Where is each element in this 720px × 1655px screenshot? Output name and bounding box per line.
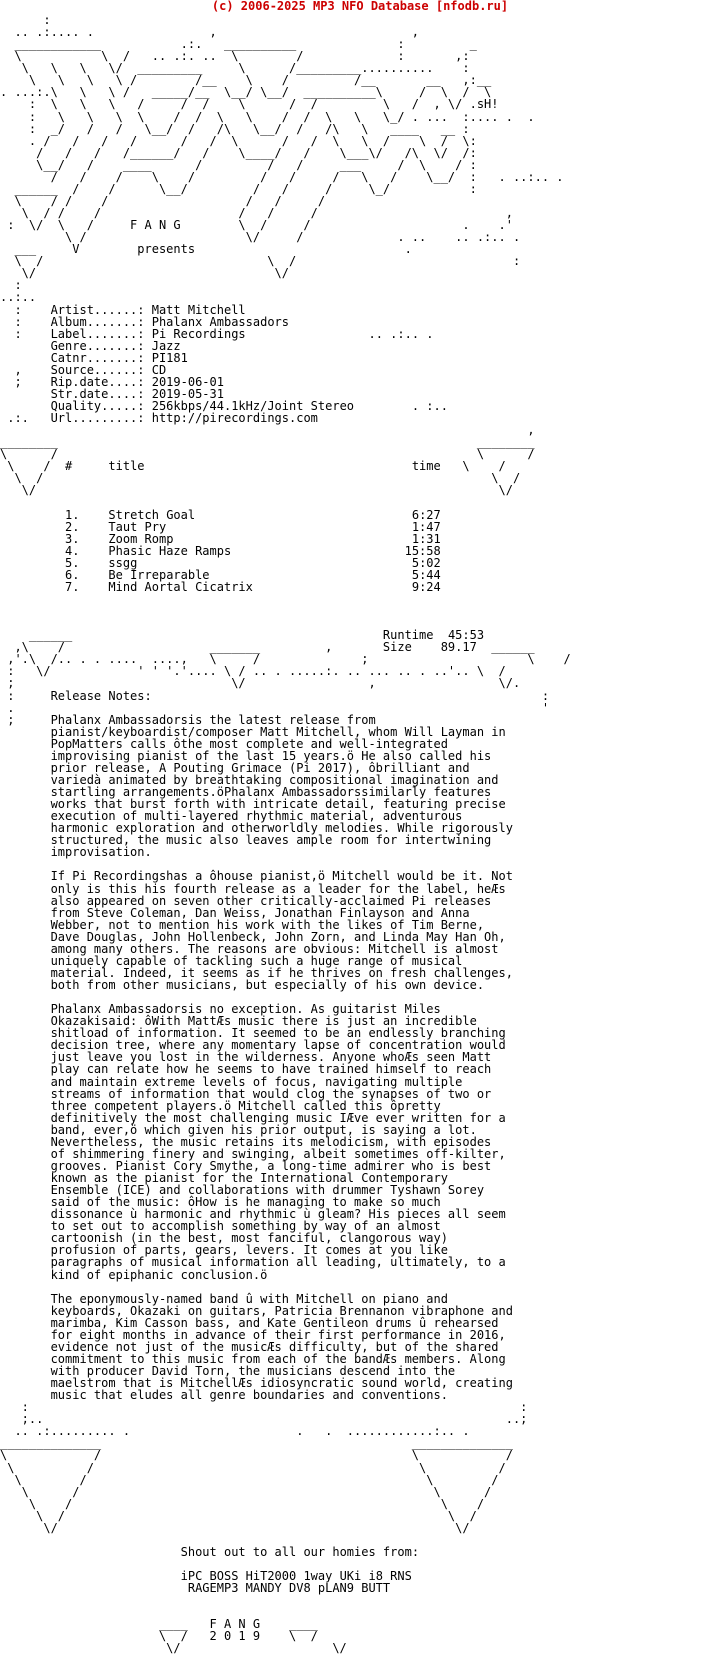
track-time: 1:47 xyxy=(411,519,441,534)
track-num: 2. xyxy=(65,519,80,534)
rip-date-value: 2019-06-01 xyxy=(151,374,224,389)
track-title: ssgg xyxy=(108,555,138,570)
fang-logo-art: : .. .:.... . , , ____________ .:. __________ : _ \ \ / .. .:. .. \ / : ,: \ \ \ \/ _________ \ /_________.......... : \ \ \ \ / /__ \ / /__ __ ,:__ . ...:.\ \ \ / _____/__ \__/ \__/ __________\ / \ / \ : \ \ \ / / / \ / / \ / , \/ .sH! : \ \ \ \ / / \ \ / / \ \ \_/ . ... :.... . . : _/ / / \__/ / /\ \__/ / /\ \ ____ __ : . / / / / / / \ / / \ \ / \ / \: / / / /______/ / \____/ / \___\/ /\ \/ /: \__/ / ____ / / / ___ / \ / : / / / \ / / / / \ / \__/ : . ..:.. . ______ / / \__/ / / / \_/ : \ / / / / / / \ / / / / / / , : \/ \ / F A N G \ / / . .' \ / \/ / . .. .. .:.. . ___ V presents . \ / \ / : \/ \/ xyxy=(0,13,564,281)
track-time: 1:31 xyxy=(411,531,441,546)
source-value: CD xyxy=(151,362,167,377)
url-value[interactable]: http://pirecordings.com xyxy=(151,411,318,426)
notes-paragraph-4: The eponymously-named band û with Mitchell on piano and keyboards, Okazaki on guitars, Patricia Brennanon vibraphone and marimba, Kim Casson bass, and Kate Gentileon drums û rehearsed for eight months in advance of their first performance in 2016, evidence not just of the musicÆs difficulty, but of the shared commitment to this music from each of the bandÆs members. Along with producer David Torn, the musicians descend into the maelstrom that is MitchellÆs idiosyncratic sound world, creating music that eludes all genre boundaries and conventions. xyxy=(50,1291,513,1403)
track-time: 6:27 xyxy=(411,507,441,522)
track-title: Mind Aortal Cicatrix xyxy=(108,579,253,594)
track-time: 5:44 xyxy=(411,567,441,582)
footer-year: 2 0 1 9 xyxy=(209,1629,261,1644)
track-title: Stretch Goal xyxy=(108,507,196,522)
tracklist-header-title: title xyxy=(108,459,145,474)
notes-paragraph-2: If Pi Recordingshas a ôhouse pianist,ö Mitchell would be it. Not only is this his fourth release as a leader for the label, heÆs also appeared on seven other critically-acclaimed Pi releases from Steve Coleman, Dan Weiss, Jonathan Finlayson and Anna Webber, not to mention his work with the likes of Tim Berne, Dave Douglas, John Hollenbeck, John Zorn, and Linda May Han Oh, among many others. The reasons are obvious: Mitchell is almost uniquely capable of tackling such a huge range of musical material. Indeed, it seems as if he thrives on fresh challenges, both from other musicians, but especially of his own device. xyxy=(50,869,513,992)
album-value: Phalanx Ambassadors xyxy=(151,314,290,329)
notes-paragraph-1: Phalanx Ambassadorsis the latest release from pianist/keyboardist/composer Matt Mitchell, whom Will Layman in PopMatters calls ôthe most complete and well-integrated improvising pianist of the last 15 years.ö He also called his prior release, A Pouting Grimace (Pi 2017), ôbrilliant and variedà animated by breathtaking compositional imagination and startling arrangements.öPhalanx Ambassadorssimilarly features works that burst forth with intricate detail, featuring precise execution of multi-layered rhythmic material, adventurous harmonic exploration and otherworldly melodies. While rigorously structured, the music also leaves ample room for intertwining improvisation. xyxy=(50,712,513,860)
shoutout-groups-line-1: iPC BOSS HiT2000 1way UKi i8 RNS xyxy=(180,1569,412,1584)
track-title: Zoom Romp xyxy=(108,531,174,546)
track-time: 5:02 xyxy=(411,555,441,570)
tracklist-header-time: time xyxy=(411,459,441,474)
str-date-value: 2019-05-31 xyxy=(151,386,224,401)
shoutout-groups-line-2: RAGEMP3 MANDY DV8 pLAN9 BUTT xyxy=(187,1581,391,1596)
track-title: Phasic Haze Ramps xyxy=(108,543,232,558)
shoutout-heading: Shout out to all our homies from: xyxy=(180,1544,420,1559)
track-title: Be Irreparable xyxy=(108,567,210,582)
release-notes-heading: Release Notes: xyxy=(50,688,152,703)
track-num: 4. xyxy=(65,543,80,558)
track-num: 5. xyxy=(65,555,80,570)
track-num: 3. xyxy=(65,531,80,546)
nfo-document: : .. .:.... . , , ____________ .:. __________ : _ \ \ / .. .:. .. \ / : ,: \ \ \ \/ _________ \ /_________.......... : \ \ \ \ / /__ \ / /__ __ ,:__ . ...:.\ \ \ / _____/__ \__/ \__/ __________\ / \ / \ : \ \ \ / / / \ / / \ / , \/ .sH! : \ \ \ \ / / \ \ / / \ \ \_/ . ... :.... . . : _/ / / \__/ / /\ \__/ / /\ \ ____ __ : . / / / / / / \ / / \ \ / \ / \: / / / /______/ / \____/ / \___\/ /\ \/ /: \__/ / ____ / / / ___ / \ / : / / / \ / / / / \ / \__/ : . ..:.. . ______ / / \__/ / / / \_/ : \ / / / / / / \ / / / / / / , : \/ \ / F A N G \ / / . .' \ / \/ / . .. .. .:.. . ___ V presents . \ / \ / : \/ \/ : ..:.. : Artist......: Matt Mitchell : Album.......: Phalanx Ambassadors : Label.......: Pi Recordings .. .:.. . Genre.......: Jazz Catnr.......: PI181 , Source......: CD ; Rip.date....: 2019-06-01 Str.date....: 2019-05-31 Quality.....: 256kbps/44.1kHz/Joint Stereo . :.. .:. Url.........: http://pirecordings.com , ________ ________ \ / \ / \ / # title time \ / \ / \ / \/ \/ 1. Stretch Goal 6:27 2. Taut Pry 1:47 3. Zoom Romp 1:31 4. Phasic Haze Ramps 15:58 5. ssgg 5:02 6. Be Irreparable 5:44 7. Mind Aortal Cicatrix 9:24 ______ Runtime 45:53 ,\ / _______ , Size 89.17 ______ ,'.\ /.. . . .... ...., \ / ; \ / : \/ ' ' '.'.... \ / .. . .....:. .. ... .. . ..'.. \ / ; \/ , \/. : Release Notes: : . ' ; Phalanx Ambassadorsis the latest release from pianist/keyboardist/composer Matt Mitchell, whom Will Layman in PopMatters calls ôthe most complete and well-integrated improvising pianist of the last 15 years.ö He also called his prior release, A Pouting Grimace (Pi 2017), ôbrilliant and variedà animated by breathtaking compositional imagination and startling arrangements.öPhalanx Ambassadorssimilarly features works that burst forth with intricate detail, featuring precise execution of multi-layered rhythmic material, adventurous harmonic exploration and otherworldly melodies. While rigorously structured, the music also leaves ample room for intertwining improvisation. If Pi Recordingshas a ôhouse pianist,ö Mitchell would be it. Not only is this his fourth release as a leader for the label, heÆs also appeared on seven other critically-acclaimed Pi releases from Steve Coleman, Dan Weiss, Jonathan Finlayson and Anna Webber, not to mention his work with the likes of Tim Berne, Dave Douglas, John Hollenbeck, John Zorn, and Linda May Han Oh, among many others. The reasons are obvious: Mitchell is almost uniquely capable of tackling such a huge range of musical material. Indeed, it seems as if he thrives on fresh challenges, both from other musicians, but especially of his own device. Phalanx Ambassadorsis no exception. As guitarist Miles Okazakisaid: ôWith MattÆs music there is just an incredible shitload of information. It seemed to be an endlessly branching decision tree, where any momentary lapse of concentration would just leave you lost in the wilderness. Anyone whoÆs seen Matt play can relate how he seems to have trained himself to reach and maintain extreme levels of focus, navigating multiple streams of information that would clog the synapses of two or three competent players.ö Mitchell called this ôpretty definitively the most challenging music IÆve ever written for a band, ever,ö which given his prior output, is saying a lot. Nevertheless, the music retains its melodicism, with episodes of shimmering finery and swinging, albeit sometimes off-kilter, grooves. Pianist Cory Smythe, a long-time admirer who is best known as the pianist for the International Contemporary Ensemble (ICE) and collaborations with drummer Tyshawn Sorey said of the music: ôHow is he managing to make so much dissonance ù harmonic and rhythmic ù gleam? His pieces all seem to set out to accomplish something by way of an almost cartoonish (in the best, most fanciful, clangorous way) profusion of parts, gears, levers. It comes at you like paragraphs of musical information all leading, ultimately, to a kind of epiphanic conclusion.ö The eponymously-named band û with Mitchell on piano and keyboards, Okazaki on guitars, Patricia Brennanon vibraphone and marimba, Kim Casson bass, and Kate Gentileon drums û rehearsed for eight months in advance of their first performance in 2016, evidence not just of the musicÆs difficulty, but of the shared commitment to this music from each of the bandÆs members. Along with producer David Torn, the musicians descend into the maelstrom that is MitchellÆs idiosyncratic sound world, creating music that eludes all genre boundaries and conventions. : : ;.. ..; .. .:......... . . . ............:.. . ______________ ______________ \ / \ / \ / \ / \ / \ / \ / \ / \ / \ / \ / \ / \/ \/ Shout out to all our homies from: iPC BOSS HiT2000 1way UKi i8 RNS RAGEMP3 MANDY DV8 pLAN9 BUTT ____ F A N G ____ \ / 2 0 1 9 \ / \/ \/ xyxy=(0,13,571,1655)
genre-value: Jazz xyxy=(151,338,181,353)
footer-art: .. .:......... . . . ............:.. . ______________ ______________ \ / \ / \ / \ / \ / \ / \ / \ / \ / \ / \ / \ / \/ \/ xyxy=(0,1424,513,1535)
size-value: 89.17 xyxy=(440,640,477,655)
track-time: 9:24 xyxy=(411,579,441,594)
nfodb-banner: (c) 2006-2025 MP3 NFO Database [nfodb.ru] xyxy=(211,0,509,13)
artist-value: Matt Mitchell xyxy=(151,302,246,317)
track-num: 1. xyxy=(65,507,80,522)
footer-group-name: F A N G xyxy=(209,1617,261,1632)
track-num: 6. xyxy=(65,567,80,582)
track-time: 15:58 xyxy=(404,543,441,558)
label-value: Pi Recordings xyxy=(151,326,246,341)
track-num: 7. xyxy=(65,579,80,594)
notes-paragraph-3: Phalanx Ambassadorsis no exception. As guitarist Miles Okazakisaid: ôWith MattÆs music there is just an incredible shitload of information. It seemed to be an endlessly branching decision tree, where any momentary lapse of concentration would just leave you lost in the wilderness. Anyone whoÆs seen Matt play can relate how he seems to have trained himself to reach and maintain extreme levels of focus, navigating multiple streams of information that would clog the synapses of two or three competent players.ö Mitchell called this ôpretty definitively the most challenging music IÆve ever written for a band, ever,ö which given his prior output, is saying a lot. Nevertheless, the music retains its melodicism, with episodes of shimmering finery and swinging, albeit sometimes off-kilter, grooves. Pianist Cory Smythe, a long-time admirer who is best known as the pianist for the International Contemporary Ensemble (ICE) and collaborations with drummer Tyshawn Sorey said of the music: ôHow is he managing to make so much dissonance ù harmonic and rhythmic ù gleam? His pieces all seem to set out to accomplish something by way of an almost cartoonish (in the best, most fanciful, clangorous way) profusion of parts, gears, levers. It comes at you like paragraphs of musical information all leading, ultimately, to a kind of epiphanic conclusion.ö xyxy=(50,1002,506,1282)
quality-value: 256kbps/44.1kHz/Joint Stereo xyxy=(151,399,355,413)
track-title: Taut Pry xyxy=(108,519,167,534)
catnr-value: PI181 xyxy=(151,350,188,365)
tracklist-header-num: # xyxy=(65,459,73,474)
runtime-value: 45:53 xyxy=(447,628,485,643)
